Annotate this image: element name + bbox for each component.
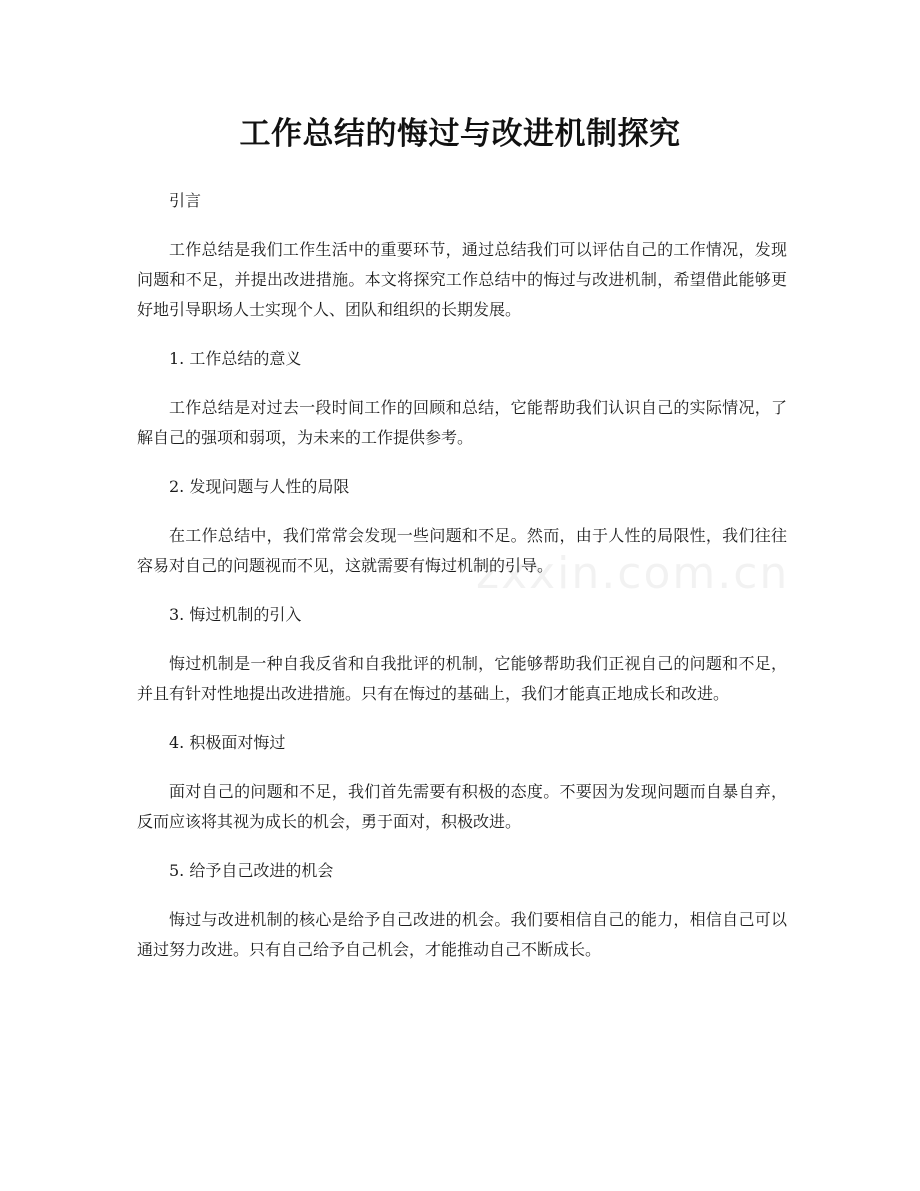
section-heading-2: 2. 发现问题与人性的局限 [169,477,350,496]
section-heading-1: 1. 工作总结的意义 [169,349,302,368]
section-heading-3: 3. 悔过机制的引入 [169,605,302,624]
paragraph-2: 在工作总结中，我们常常会发现一些问题和不足。然而，由于人性的局限性，我们往往容易对自己的问题视而不见，这就需要有悔过机制的引导。 [137,526,787,575]
paragraph-1: 工作总结是对过去一段时间工作的回顾和总结，它能帮助我们认识自己的实际情况，了解自己的强项和弱项，为未来的工作提供参考。 [137,398,787,447]
section-heading-intro: 引言 [169,191,202,210]
paragraph-3: 悔过机制是一种自我反省和自我批评的机制，它能够帮助我们正视自己的问题和不足，并且有针对性地提出改进措施。只有在悔过的基础上，我们才能真正地成长和改进。 [137,654,787,703]
paragraph-4: 面对自己的问题和不足，我们首先需要有积极的态度。不要因为发现问题而自暴自弃，反而应该将其视为成长的机会，勇于面对，积极改进。 [137,782,787,831]
section-heading-5: 5. 给予自己改进的机会 [169,861,334,880]
document-body [137,186,790,984]
paragraph-intro: 工作总结是我们工作生活中的重要环节，通过总结我们可以评估自己的工作情况，发现问题和不足，并提出改进措施。本文将探究工作总结中的悔过与改进机制，希望借此能够更好地引导职场人士实现个人、团队和组织的长期发展。 [137,240,787,319]
paragraph-5: 悔过与改进机制的核心是给予自己改进的机会。我们要相信自己的能力，相信自己可以通过努力改进。只有自己给予自己机会，才能推动自己不断成长。 [137,910,787,959]
watermark: zxxin.com.cn [476,548,790,599]
section-heading-4: 4. 积极面对悔过 [169,733,286,752]
document-title: 工作总结的悔过与改进机制探究 [239,116,681,152]
